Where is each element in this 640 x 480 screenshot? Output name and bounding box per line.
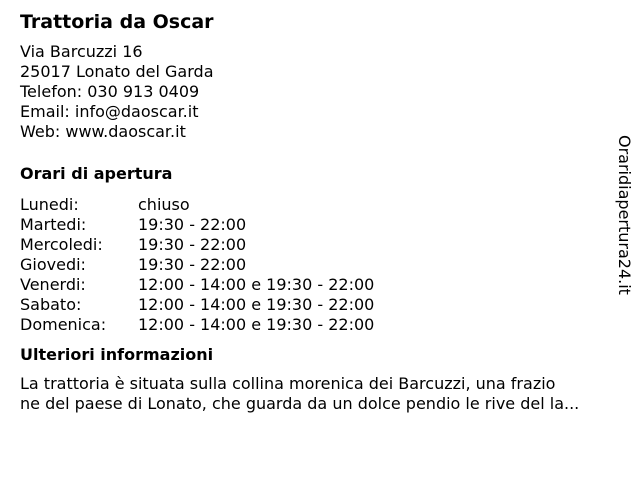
hours-row <box>20 255 620 275</box>
address-block <box>20 42 620 142</box>
street-address: Via Barcuzzi 16 <box>20 42 143 61</box>
hours-day: Giovedi: <box>20 255 86 274</box>
hours-row <box>20 195 620 215</box>
hours-row <box>20 275 620 295</box>
hours-row <box>20 215 620 235</box>
hours-day: Martedi: <box>20 215 87 234</box>
hours-time: chiuso <box>138 195 190 214</box>
business-card <box>20 10 620 414</box>
hours-row <box>20 295 620 315</box>
hours-time: 12:00 - 14:00 e 19:30 - 22:00 <box>138 315 375 334</box>
hours-day: Sabato: <box>20 295 82 314</box>
hours-day: Mercoledi: <box>20 235 103 254</box>
city-address: 25017 Lonato del Garda <box>20 62 214 81</box>
more-info-heading: Ulteriori informazioni <box>20 345 214 364</box>
hours-row <box>20 315 620 335</box>
email-line: Email: info@daoscar.it <box>20 102 199 121</box>
more-info-text <box>20 374 630 414</box>
hours-time: 19:30 - 22:00 <box>138 215 247 234</box>
hours-row <box>20 235 620 255</box>
hours-time: 19:30 - 22:00 <box>138 235 247 254</box>
hours-day: Venerdi: <box>20 275 86 294</box>
hours-time: 12:00 - 14:00 e 19:30 - 22:00 <box>138 295 375 314</box>
hours-day: Lunedi: <box>20 195 79 214</box>
business-name: Trattoria da Oscar <box>20 11 214 33</box>
hours-time: 12:00 - 14:00 e 19:30 - 22:00 <box>138 275 375 294</box>
opening-hours-table <box>20 195 620 335</box>
hours-day: Domenica: <box>20 315 107 334</box>
opening-hours-heading: Orari di apertura <box>20 164 173 183</box>
hours-time: 19:30 - 22:00 <box>138 255 247 274</box>
phone-line: Telefon: 030 913 0409 <box>20 82 200 101</box>
web-line: Web: www.daoscar.it <box>20 122 186 141</box>
site-watermark: Oraridiapertura24.it <box>615 135 634 295</box>
info-line: La trattoria è situata sulla collina morenica dei Barcuzzi, una frazio <box>20 374 556 393</box>
info-line: ne del paese di Lonato, che guarda da un dolce pendio le rive del la... <box>20 394 580 413</box>
